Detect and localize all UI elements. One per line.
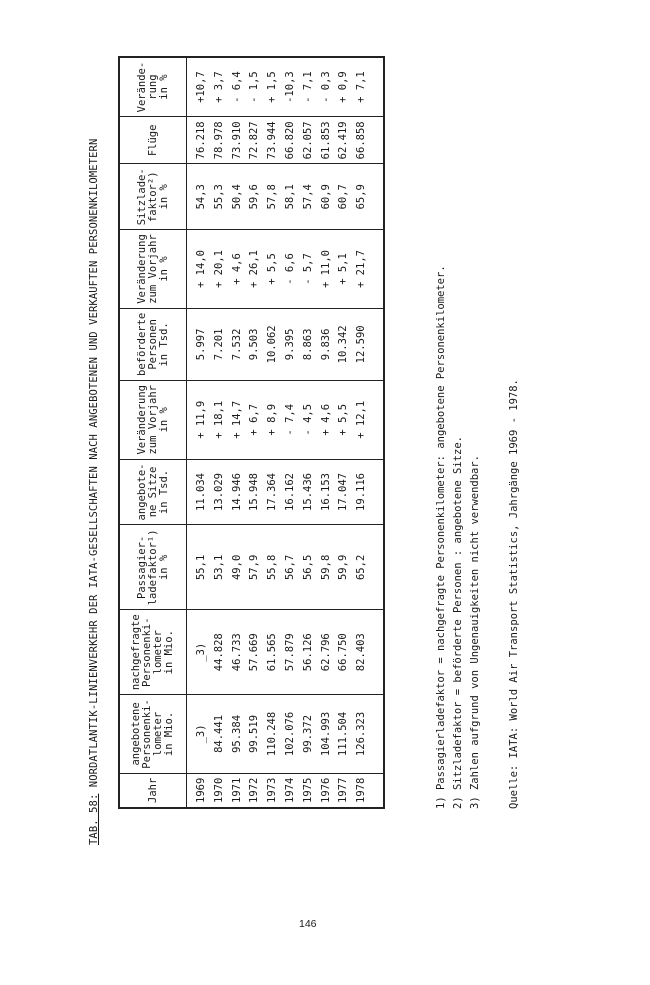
table-cell: 55,1 <box>195 554 207 581</box>
header-veraenderung-personen: Veränderung zum Vorjahr in % <box>119 230 187 309</box>
column-cells <box>187 230 385 309</box>
table-cell: - 6,4 <box>230 71 243 103</box>
table-cell: 46.733 <box>230 633 243 672</box>
header-angebotene-pkm: angebotene Personenki- lometer in Mio. <box>119 695 187 774</box>
table-cell: 1974 <box>283 777 296 803</box>
table-cell: 1971 <box>230 777 243 803</box>
table-cell: 104.993 <box>319 711 332 757</box>
table-cell: 54,3 <box>195 184 207 210</box>
table-cell: + 14,0 <box>195 250 207 288</box>
table-cell: + 11,0 <box>319 250 332 288</box>
table-cell: - 6,6 <box>283 253 296 285</box>
table-cell: 12.590 <box>355 325 368 364</box>
table-cell: 76.218 <box>195 121 207 160</box>
table-cell: 82.403 <box>355 633 368 672</box>
column-cells <box>187 57 385 117</box>
table-cell: + 5,1 <box>337 253 350 285</box>
table-cell: 99.372 <box>301 714 314 753</box>
header-angebotene-sitze: angebote- ne Sitze in Tsd. <box>119 459 187 525</box>
table-cell: 1970 <box>212 777 225 803</box>
table-cell: _3) <box>195 724 207 744</box>
table-cell: 84.441 <box>212 714 225 753</box>
table-cell: 49,0 <box>230 554 243 581</box>
table-cell: 111.504 <box>337 711 350 757</box>
table-cell: 65,9 <box>355 184 368 210</box>
table-cell: 44.828 <box>212 633 225 672</box>
table-cell: - 5,7 <box>301 253 314 285</box>
column-cells <box>187 380 385 459</box>
table-cell: 10.062 <box>266 325 279 364</box>
table-cell: - 4,5 <box>301 403 314 436</box>
table-cell: 1975 <box>301 777 314 803</box>
column-cells <box>187 773 385 808</box>
table-cell: 55,3 <box>212 184 225 210</box>
table-cell: 95.384 <box>230 714 243 753</box>
footnote: 3) Zahlen aufgrund von Ungenauigkeiten nicht verwendbar. <box>469 454 481 809</box>
table-cell: 110.248 <box>266 711 279 757</box>
column-cells <box>187 610 385 695</box>
table-cell: 7.201 <box>212 328 225 361</box>
table-cell: 1973 <box>266 777 279 803</box>
table-cell: 53,1 <box>212 554 225 581</box>
header-passagierladefaktor: Passagier- ladefaktor¹) in % <box>119 525 187 610</box>
table-cell: 66.858 <box>355 121 368 160</box>
table-cell: 57.669 <box>248 633 261 672</box>
table-cell: 1976 <box>319 777 332 803</box>
table-cell: + 8,9 <box>266 403 279 436</box>
table-cell: 59,9 <box>337 554 350 581</box>
table-cell: 66.820 <box>283 121 296 160</box>
table-cell: + 14,7 <box>230 400 243 439</box>
rotated-content <box>88 61 558 845</box>
header-befoerderte-personen: beförderte Personen in Tsd. <box>119 308 187 380</box>
table-cell: - 7,4 <box>283 403 296 436</box>
table-cell: 59,8 <box>319 554 332 581</box>
column-cells <box>187 459 385 525</box>
table-cell: 73.910 <box>230 121 243 160</box>
table-cell: 58,1 <box>283 184 296 210</box>
table-caption <box>88 139 100 845</box>
table-cell: 11.034 <box>195 473 207 511</box>
table-cell: 62.057 <box>301 121 314 160</box>
table-cell: + 11,9 <box>195 400 207 439</box>
table-cell: - 1,5 <box>248 71 261 103</box>
table-cell: 9.395 <box>283 328 296 361</box>
footnotes <box>433 265 484 809</box>
page-number: 146 <box>299 918 317 930</box>
table-cell: 57,8 <box>266 184 279 210</box>
table-cell: + 5,5 <box>337 403 350 436</box>
header-veraenderung-sitze: Veränderung zum Vorjahr in % <box>119 380 187 459</box>
table-cell: 5.997 <box>195 328 207 361</box>
column-cells <box>187 525 385 610</box>
table-cell: 1972 <box>248 777 261 803</box>
table-cell: 72.827 <box>248 121 261 160</box>
header-row <box>119 57 187 808</box>
table-cell: 1969 <box>195 777 207 803</box>
table-cell: + 5,5 <box>266 253 279 285</box>
table-cell: 59,6 <box>248 184 261 210</box>
table-cell: + 21,7 <box>355 250 368 288</box>
table-cell: + 0,9 <box>337 71 350 103</box>
table-cell: 126.323 <box>355 711 368 757</box>
source-note: Quelle: IATA: World Air Transport Statistics, Jahrgänge 1969 - 1978. <box>508 379 520 809</box>
table-cell: 56,5 <box>301 554 314 581</box>
table-cell: + 4,6 <box>230 253 243 285</box>
table-cell: 56,7 <box>283 554 296 581</box>
table-cell: 102.076 <box>283 711 296 757</box>
caption-title: NORDATLANTIK-LINIENVERKEHR DER IATA-GESELLSCHAFTEN NACH ANGEBOTENEN UND VERKAUFTEN PERSONENKILOMETERN <box>88 138 100 794</box>
table-cell: 19.116 <box>355 473 368 511</box>
table-cell: + 12,1 <box>355 400 368 439</box>
table-cell: 60,7 <box>337 184 350 210</box>
table-cell: +10,7 <box>195 71 207 103</box>
table-cell: 9.836 <box>319 328 332 361</box>
table-cell: 9.503 <box>248 328 261 361</box>
table-cell: 73.944 <box>266 121 279 160</box>
table-cell: - 0,3 <box>319 71 332 103</box>
table-cell: 1978 <box>355 777 368 803</box>
table-cell: 61.853 <box>319 121 332 160</box>
table-cell: 15.948 <box>248 473 261 511</box>
table-cell: - 7,1 <box>301 71 314 103</box>
column-cells <box>187 308 385 380</box>
table-cell: + 26,1 <box>248 250 261 288</box>
table-cell: + 18,1 <box>212 400 225 439</box>
table-cell: 78.978 <box>212 121 225 160</box>
table-cell: 57,9 <box>248 554 261 581</box>
header-jahr: Jahr <box>119 773 187 808</box>
table-cell: 57,4 <box>301 184 314 210</box>
table-cell: _3) <box>195 642 207 662</box>
table-cell: 15.436 <box>301 473 314 511</box>
header-nachgefragte-pkm: nachgefragte Personenki- lometer in Mio. <box>119 610 187 695</box>
table-cell: + 4,6 <box>319 403 332 436</box>
column-cells <box>187 117 385 164</box>
footnote: 2) Sitzladefaktor = beförderte Personen : angebotene Sitze. <box>452 436 464 809</box>
table-cell: + 3,7 <box>212 71 225 103</box>
table-cell: 65,2 <box>355 554 368 581</box>
table-cell: 17.364 <box>266 473 279 511</box>
column-cells <box>187 695 385 774</box>
table-cell: 62.796 <box>319 633 332 672</box>
table-cell: 1977 <box>337 777 350 803</box>
table-cell: 16.153 <box>319 473 332 511</box>
table-cell: 99.519 <box>248 714 261 753</box>
table-cell: 14.946 <box>230 473 243 511</box>
table-cell: 8.863 <box>301 328 314 361</box>
table-body-row <box>187 57 385 808</box>
table-cell: 61.565 <box>266 633 279 672</box>
header-veraenderung-fluege: Verände- rung in % <box>119 57 187 117</box>
table-cell: + 6,7 <box>248 403 261 436</box>
data-table <box>118 56 385 809</box>
table-cell: 10.342 <box>337 325 350 364</box>
table-cell: 50,4 <box>230 184 243 210</box>
table-cell: 60,9 <box>319 184 332 210</box>
header-sitzladefaktor: Sitzlade- faktor²) in % <box>119 164 187 230</box>
table-cell: + 20,1 <box>212 250 225 288</box>
table-cell: 62.419 <box>337 121 350 160</box>
table-cell: 16.162 <box>283 473 296 511</box>
header-fluege: Flüge <box>119 117 187 164</box>
caption-label: TAB. 58: <box>88 793 100 845</box>
table-cell: 56.126 <box>301 633 314 672</box>
table-cell: -10,3 <box>283 71 296 103</box>
table-cell: 66.750 <box>337 633 350 672</box>
column-cells <box>187 164 385 230</box>
footnote: 1) Passagierladefaktor = nachgefragte Personenkilometer: angebotene Personenkilometer. <box>435 265 447 809</box>
table-cell: + 7,1 <box>355 71 368 103</box>
table-cell: 17.047 <box>337 473 350 511</box>
table-cell: 55,8 <box>266 554 279 581</box>
table-cell: 13.029 <box>212 473 225 511</box>
table-cell: 57.879 <box>283 633 296 672</box>
table-cell: + 1,5 <box>266 71 279 103</box>
table-cell: 7.532 <box>230 328 243 361</box>
